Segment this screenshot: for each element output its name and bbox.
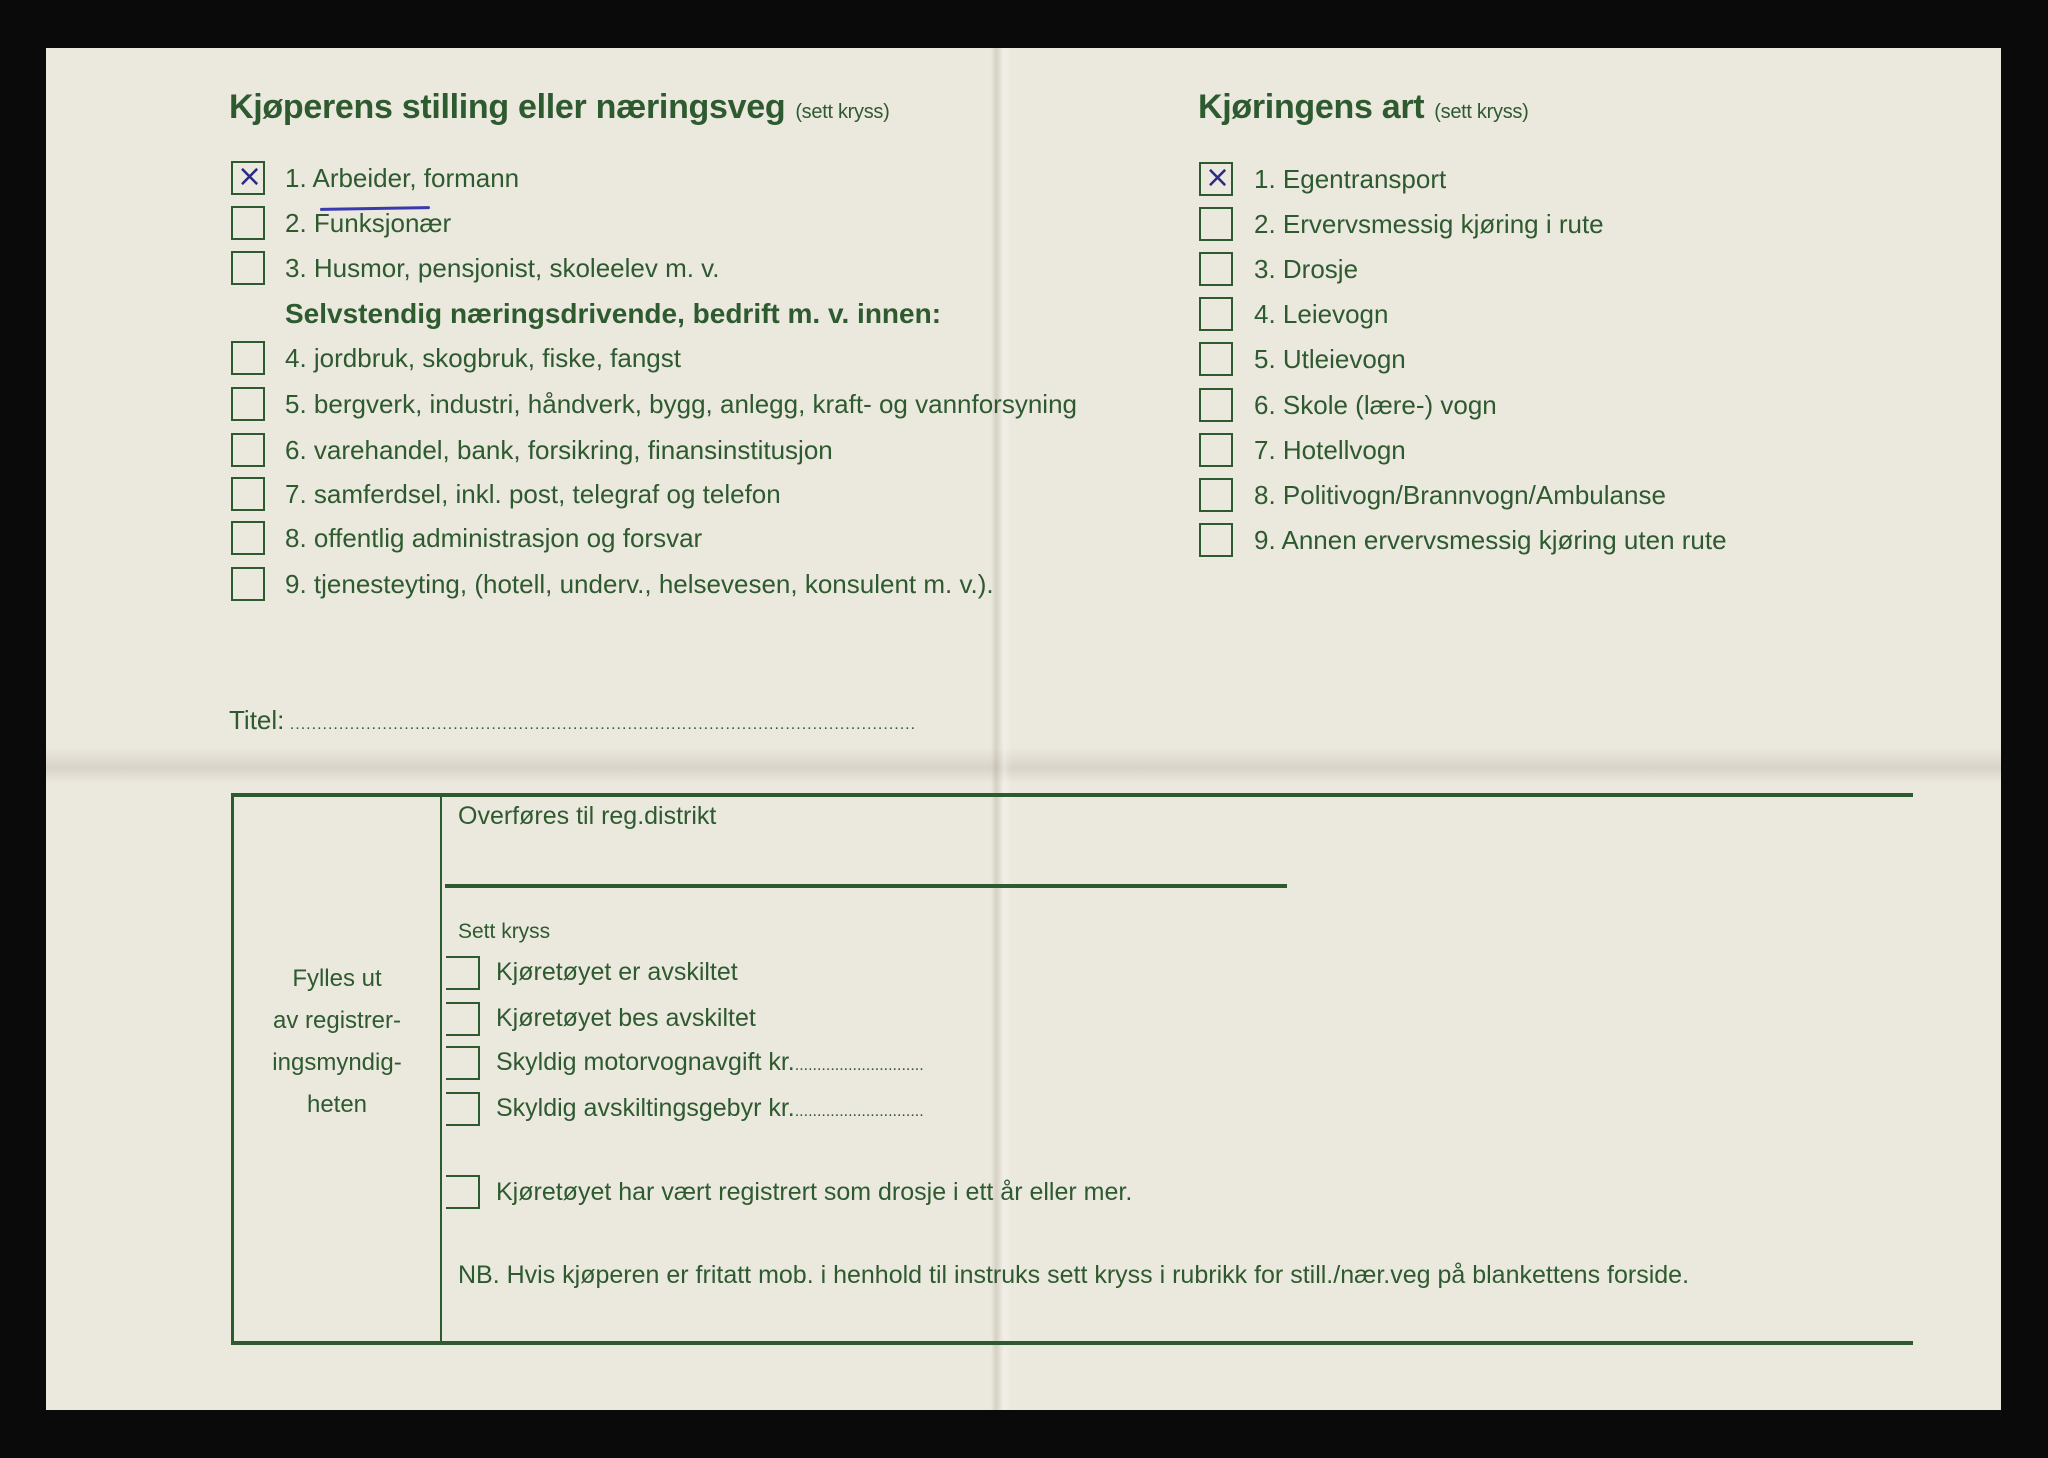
occupation-option-label: 3. Husmor, pensjonist, skoleelev m. v. xyxy=(285,253,720,283)
checkbox-drosje-registered[interactable] xyxy=(446,1175,480,1209)
occupation-option-label: 1. Arbeider, formann xyxy=(285,163,520,193)
driving-type-heading xyxy=(1198,88,1528,127)
checkbox-industry-2[interactable] xyxy=(231,387,265,421)
checkbox-industry-3[interactable] xyxy=(231,433,265,467)
driving-type-option-label: 7. Hotellvogn xyxy=(1254,435,1406,465)
amount-field[interactable]: ............................. xyxy=(794,1057,924,1074)
checkbox-industry-5[interactable] xyxy=(231,521,265,555)
transfer-district-label: Overføres til reg.distrikt xyxy=(458,802,717,830)
checkbox-industry-1[interactable] xyxy=(231,341,265,375)
side-label-line: heten xyxy=(306,1091,368,1118)
titel-field[interactable]: Titel: ................................................................................................................... xyxy=(229,705,917,735)
checkbox-registry-4[interactable] xyxy=(446,1092,480,1126)
driving-type-option-label: 5. Utleievogn xyxy=(1254,344,1406,374)
checkbox-driving-type-6[interactable] xyxy=(1199,388,1233,422)
buyer-occupation-heading xyxy=(229,88,890,127)
checkbox-driving-type-1[interactable] xyxy=(1199,162,1233,196)
industry-option-label: 5. bergverk, industri, håndverk, bygg, anlegg, kraft- og vannforsyning xyxy=(285,389,1077,419)
heading-hint: (sett kryss) xyxy=(795,101,890,123)
drosje-registered-label: Kjøretøyet har vært registrert som drosje i ett år eller mer. xyxy=(496,1178,1133,1206)
registry-option-text: Kjøretøyet er avskiltet xyxy=(496,958,738,986)
checkbox-driving-type-8[interactable] xyxy=(1199,478,1233,512)
checkbox-driving-type-3[interactable] xyxy=(1199,252,1233,286)
industry-option-label: 7. samferdsel, inkl. post, telegraf og telefon xyxy=(285,479,781,509)
transfer-district-field[interactable] xyxy=(445,884,1287,888)
registry-option-label xyxy=(496,1094,924,1123)
industry-option-label: 4. jordbruk, skogbruk, fiske, fangst xyxy=(285,343,681,373)
checkbox-driving-type-7[interactable] xyxy=(1199,433,1233,467)
checkbox-industry-4[interactable] xyxy=(231,477,265,511)
heading-hint: (sett kryss) xyxy=(1434,101,1529,123)
registry-option-label xyxy=(496,958,738,987)
checkbox-occupation-1[interactable] xyxy=(231,161,265,195)
checkbox-driving-type-2[interactable] xyxy=(1199,207,1233,241)
box-bottom-rule xyxy=(231,1341,1913,1345)
registry-option-label xyxy=(496,1004,756,1033)
amount-field[interactable]: ............................. xyxy=(794,1103,924,1120)
checkbox-driving-type-9[interactable] xyxy=(1199,523,1233,557)
heading-text: Kjøringens art xyxy=(1198,88,1425,126)
titel-label: Titel: xyxy=(229,705,285,735)
checkbox-occupation-2[interactable] xyxy=(231,206,265,240)
driving-type-option-label: 4. Leievogn xyxy=(1254,299,1389,329)
sett-kryss-label: Sett kryss xyxy=(458,920,551,943)
industry-option-label: 8. offentlig administrasjon og forsvar xyxy=(285,523,703,553)
checkbox-registry-3[interactable] xyxy=(446,1046,480,1080)
side-label-line: ingsmyndig- xyxy=(272,1049,402,1076)
box-divider xyxy=(440,797,442,1342)
driving-type-option-label: 9. Annen ervervsmessig kjøring uten rute xyxy=(1254,525,1727,555)
self-employed-subheading: Selvstendig næringsdrivende, bedrift m. v. innen: xyxy=(285,298,942,329)
side-label-line: Fylles ut xyxy=(292,965,382,992)
industry-option-label: 9. tjenesteyting, (hotell, underv., helsevesen, konsulent m. v.). xyxy=(285,569,994,599)
side-label-line: av registrer- xyxy=(272,1007,402,1034)
registry-option-text: Kjøretøyet bes avskiltet xyxy=(496,1004,756,1032)
registry-option-text: Skyldig motorvognavgift kr. xyxy=(496,1048,795,1076)
industry-option-label: 6. varehandel, bank, forsikring, finansinstitusjon xyxy=(285,435,833,465)
driving-type-option-label: 6. Skole (lære-) vogn xyxy=(1254,390,1497,420)
driving-type-option-label: 2. Ervervsmessig kjøring i rute xyxy=(1254,209,1604,239)
driving-type-option-label: 8. Politivogn/Brannvogn/Ambulanse xyxy=(1254,480,1666,510)
checkbox-driving-type-4[interactable] xyxy=(1199,297,1233,331)
checkbox-registry-2[interactable] xyxy=(446,1002,480,1036)
fill-by-authority-label xyxy=(234,958,440,1126)
heading-text: Kjøperens stilling eller næringsveg xyxy=(229,88,786,126)
occupation-option-label: 2. Funksjonær xyxy=(285,208,452,238)
box-top-rule xyxy=(231,793,1913,797)
checkbox-driving-type-5[interactable] xyxy=(1199,342,1233,376)
registry-option-label xyxy=(496,1048,924,1077)
checkbox-occupation-3[interactable] xyxy=(231,251,265,285)
registry-option-text: Skyldig avskiltingsgebyr kr. xyxy=(496,1094,795,1122)
pen-cross-mark: × xyxy=(237,159,263,194)
driving-type-option-label: 1. Egentransport xyxy=(1254,164,1447,194)
pen-cross-mark: × xyxy=(1205,160,1231,195)
nb-note: NB. Hvis kjøperen er fritatt mob. i henhold til instruks sett kryss i rubrikk for still./nær.veg på blankettens forside. xyxy=(458,1261,1690,1289)
checkbox-registry-1[interactable] xyxy=(446,956,480,990)
driving-type-option-label: 3. Drosje xyxy=(1254,254,1359,284)
checkbox-industry-6[interactable] xyxy=(231,567,265,601)
